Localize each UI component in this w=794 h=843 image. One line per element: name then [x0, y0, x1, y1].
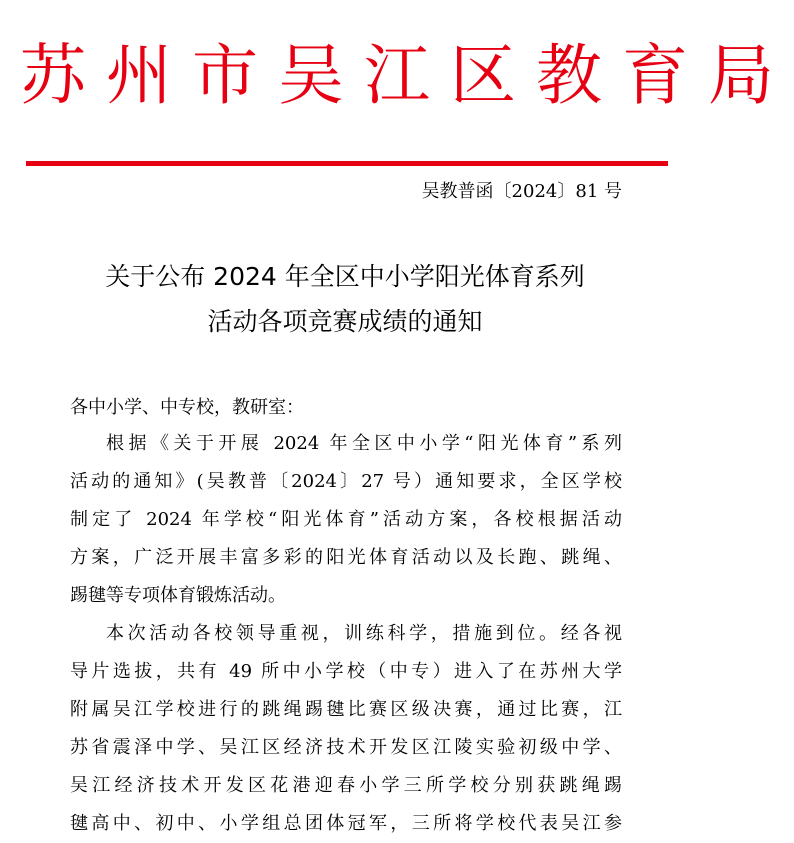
title-line-1: 关于公布 2024 年全区中小学阳光体育系列 [105, 262, 585, 291]
paragraph-line: 根据《关于开展 2024 年全区中小学“阳光体育”系列 [106, 433, 622, 454]
paragraph-line: 制定了 2024 年学校“阳光体育”活动方案，各校根据活动 [70, 509, 622, 530]
org-letterhead: 苏州市吴江区教育局 [20, 37, 794, 114]
paragraph-line: 附属吴江学校进行的跳绳踢毽比赛区级决赛，通过比赛，江 [70, 699, 622, 720]
paragraph-line: 活动的通知》(吴教普〔2024〕27 号）通知要求，全区学校 [70, 471, 622, 492]
paragraph-line: 导片选拔，共有 49 所中小学校（中专）进入了在苏州大学 [70, 661, 622, 682]
paragraph-line: 踢毽等专项体育锻炼活动。 [70, 585, 286, 606]
paragraph-line: 本次活动各校领导重视，训练科学，措施到位。经各视 [106, 623, 622, 644]
document-number: 吴教普函〔2024〕81 号 [421, 181, 622, 202]
paragraph-line: 方案，广泛开展丰富多彩的阳光体育活动以及长跑、跳绳、 [70, 547, 622, 568]
paragraph-line: 苏省震泽中学、吴江区经济技术开发区江陵实验初级中学、 [70, 737, 622, 758]
paragraph-line: 吴江经济技术开发区花港迎春小学三所学校分别获跳绳踢 [70, 775, 622, 796]
paragraph-line: 毽高中、初中、小学组总团体冠军，三所将学校代表吴江参 [70, 813, 622, 834]
title-line-2: 活动各项竞赛成绩的通知 [207, 307, 483, 336]
paragraph-1 [70, 425, 622, 615]
document-title [0, 254, 690, 344]
salutation: 各中小学、中专校，教研室： [70, 397, 304, 418]
paragraph-2 [70, 615, 622, 843]
red-divider-line [26, 161, 668, 166]
